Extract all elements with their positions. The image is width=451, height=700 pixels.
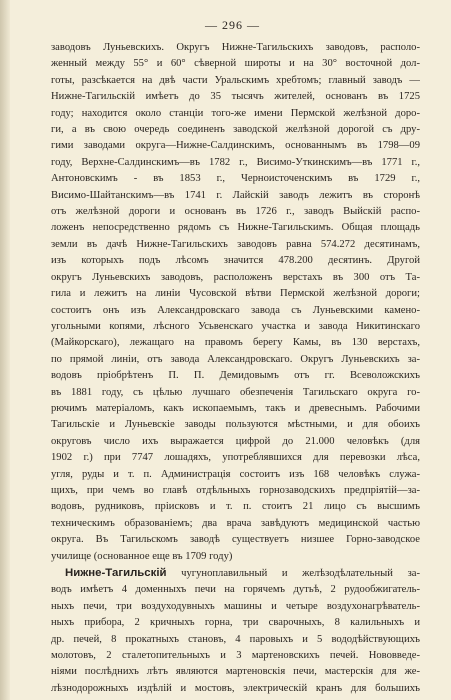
paragraph-2-first-line-rest: чугуноплавильный и желѣзодѣлательный за- [166, 568, 420, 579]
text-line: земли въ дачѣ Нижне-Тагильскихъ заводовъ равна 574.272 десятинамъ, [51, 238, 420, 250]
text-line: изъ которыхъ подъ лѣсомъ значится 478.200 десятинъ. Другой [51, 255, 420, 267]
text-line: 1902 г.) при 7747 лошадяхъ, употреблявшихся для перевозки лѣса, [51, 452, 420, 464]
text-line: угля, руды и т. п. Администрація состоитъ изъ 168 человѣкъ служа- [51, 468, 420, 480]
text-line: женный между 55° и 60° сѣверной широты и на 30° восточной дол- [51, 58, 420, 70]
text-line: готы, разсѣкается на двѣ части Уральскимъ хребтомъ; главный заводъ — [51, 74, 420, 86]
paragraph-2-lines [51, 582, 420, 697]
page-binding-edge [0, 0, 10, 700]
text-line: водовъ пріобрѣтенъ П. П. Демидовымъ отъ гг. Всеволожскихъ [51, 370, 420, 382]
text-line: округа. Въ Тагильскомъ заводѣ существуетъ низшее Горно-заводское [51, 534, 420, 546]
paragraph-1 [51, 40, 420, 565]
text-line: гими заводами округа—Нижне-Салдинскимъ, основаннымъ въ 1798—09 [51, 140, 420, 152]
text-line: Висимо-Шайтанскимъ—въ 1741 г. Лайскій заводъ лежитъ въ сторонѣ [51, 189, 420, 201]
text-line: году; находится около станціи того-же имени Пермской желѣзной доро- [51, 107, 420, 119]
text-line: техническимъ образованіемъ; два врача завѣдуютъ медицинской частью [51, 517, 420, 529]
text-line: училище (основанное еще въ 1709 году) [51, 550, 233, 562]
text-line: др. печей, 8 прокатныхъ становъ, 4 паровыхъ и 5 вододѣйствующихъ [51, 633, 420, 645]
text-line: водъ имѣетъ 4 доменныхъ печи на горячемъ дутьѣ, 2 рудообжигатель- [51, 584, 420, 596]
text-line: ніями послѣднихъ лѣтъ являются мартеновскія печи, мастерскія для же- [51, 666, 420, 678]
text-line: Тагильскіе и Луньевскіе заводы пользуются мѣстными, и для обоихъ [51, 419, 420, 431]
document-body [51, 40, 420, 697]
text-line: году, Верхне-Салдинскимъ—въ 1782 г., Висимо-Уткинскимъ—въ 1771 г., [51, 156, 420, 168]
text-line: Нижне-Тагильскій имѣетъ до 35 тысячъ жителей, основанъ въ 1725 [51, 91, 420, 103]
text-line: заводовъ Луньевскихъ. Округъ Нижне-Тагильскихъ заводовъ, располо- [51, 42, 420, 53]
text-line: Антоновскимъ - въ 1853 г., Черноисточенскимъ въ 1729 г., [51, 173, 420, 185]
text-line: рючимъ матеріаломъ, какъ ископаемымъ, такъ и древеснымъ. Рабочими [51, 402, 420, 414]
page-number: — 296 — [205, 18, 260, 32]
text-line: гила и лежитъ на линіи Чусовской вѣтви Пермской желѣзной дороги; [51, 288, 420, 300]
text-line: ложенъ непосредственно рядомъ съ Нижне-Тагильскимъ. Общая площадь [51, 222, 420, 234]
text-line: состоитъ онъ изъ Александровскаго завода съ Луньевскими камено- [51, 304, 420, 316]
text-line: округовъ число ихъ выражается цифрой до 21.000 человѣкъ (для [51, 435, 420, 447]
text-line: округъ Луньевскихъ заводовъ, расположенъ верстахъ въ 300 отъ Та- [51, 271, 420, 283]
paragraph-2-lead: Нижне-Тагильскій [65, 567, 167, 579]
text-line: угольными копями, лѣсного Усьвенскаго участка и завода Никитинскаго [51, 320, 420, 332]
text-line: ги, а въ свою очередь соединенъ заводской желѣзной дорогой съ дру- [51, 124, 420, 136]
text-line: лѣзнодорожныхъ издѣлій и мостовъ, электрическій кранъ для большихъ [51, 682, 420, 694]
text-line: (Майкорскаго), лежащаго на правомъ берегу Камы, въ 130 верстахъ, [51, 337, 420, 349]
text-line: щихъ, при чемъ во главѣ отдѣльныхъ горнозаводскихъ предпріятій—за- [51, 484, 420, 496]
text-line: молотовъ, 2 сталетопительныхъ и 3 мартеновскихъ печей. Нововведе- [51, 650, 420, 662]
text-line: ныхъ прибора, 2 кричныхъ горна, три сварочныхъ, 8 калильныхъ и [51, 617, 420, 629]
text-line: отъ желѣзной дороги и основанъ въ 1726 г., заводъ Выйскій распо- [51, 206, 420, 218]
text-line: по прямой линіи, отъ завода Александровскаго. Округъ Луньевскихъ за- [51, 353, 420, 365]
paragraph-2 [51, 565, 420, 697]
text-line: водовъ, рудниковъ, пріисковъ и т. п. стоитъ 21 лицо съ высшимъ [51, 501, 420, 513]
paragraph-2-first-line [51, 565, 420, 582]
text-line: ныхъ печи, три воздуходувныхъ машины и четыре воздухонагрѣватель- [51, 600, 420, 612]
text-line: въ 1881 году, съ цѣлью лучшаго обезпеченія Тагильскаго округа го- [51, 386, 420, 398]
